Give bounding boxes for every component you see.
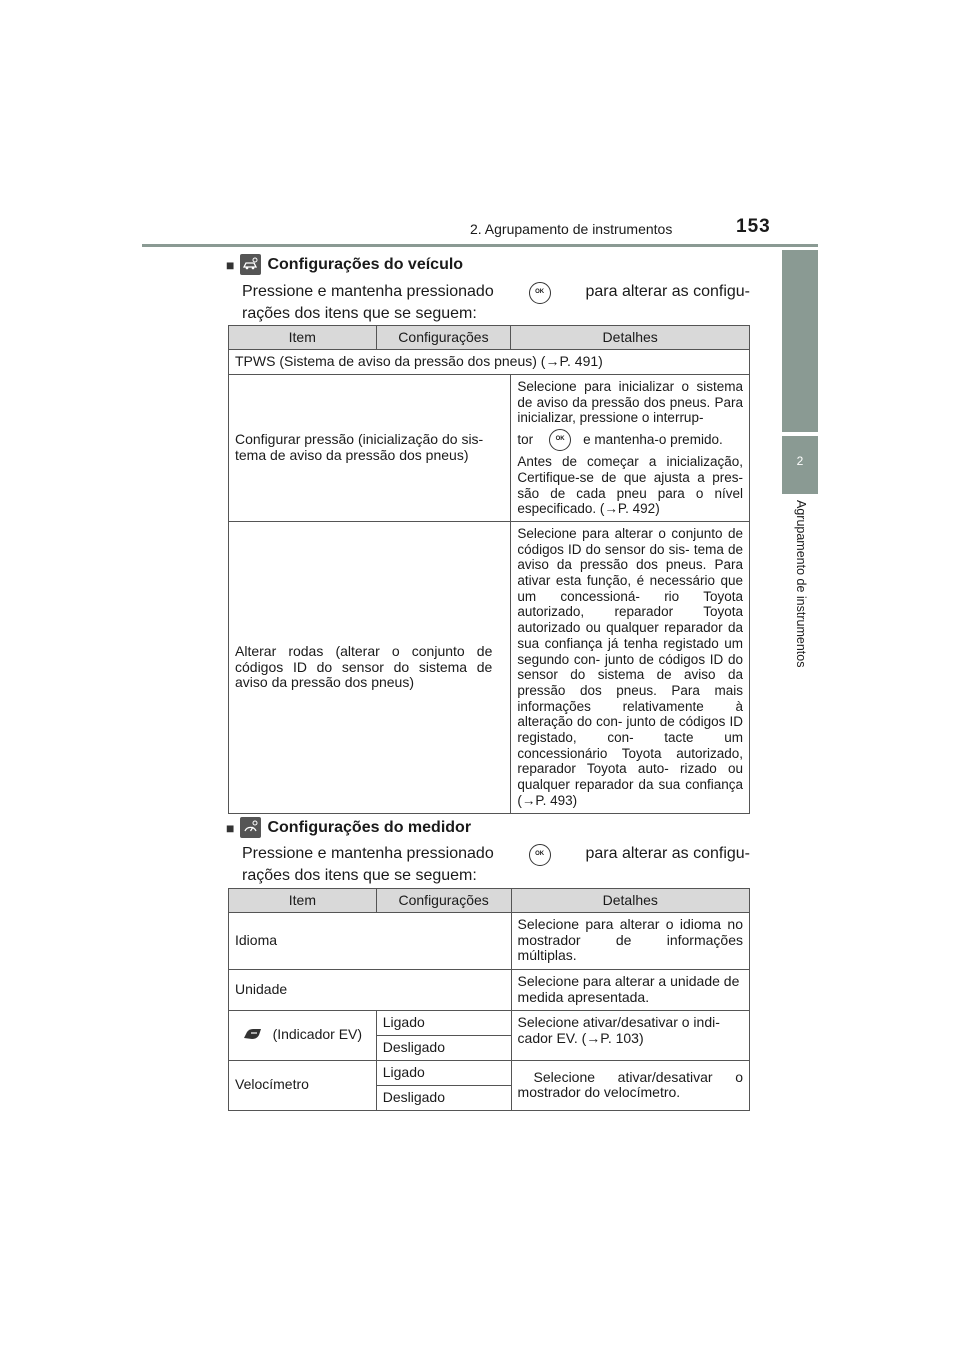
ev-indicator-label: (Indicador EV) (272, 1026, 363, 1043)
meter-instruction-part2: para alterar as configu- (585, 845, 750, 862)
header-item: Item (229, 326, 377, 350)
ok-button-icon: OK (529, 844, 551, 866)
item-cell: Alterar rodas (alterar o conjunto de códigos ID do sensor do sistema de aviso da pressão dos pneus) (229, 521, 511, 813)
setting-cell: Ligado (376, 1060, 511, 1085)
meter-settings-table (228, 888, 750, 1111)
vehicle-instruction-part2: para alterar as configu- (585, 283, 750, 300)
table-row (229, 1060, 750, 1085)
side-tab-label: Agrupamento de instrumentos (794, 500, 808, 668)
details-cell (511, 375, 750, 522)
setting-cell: Desligado (376, 1036, 511, 1061)
table-row (229, 521, 750, 813)
details-cell: Selecione para alterar o idioma no mostrador de informações múltiplas. (511, 913, 749, 970)
table-row (229, 1011, 750, 1036)
details-text-b2: e mantenha-o premido. (583, 432, 723, 448)
setting-cell: Ligado (376, 1011, 511, 1036)
header-settings: Configurações (376, 889, 511, 913)
header-details: Detalhes (511, 889, 749, 913)
meter-instruction-part1: Pressione e mantenha pressionado (242, 845, 494, 862)
vehicle-instruction-part1: Pressione e mantenha pressionado (242, 283, 494, 300)
vehicle-settings-table (228, 325, 750, 814)
page-number: 153 (736, 216, 771, 237)
details-cell: Selecione ativar/desativar o mostrador do velocímetro. (511, 1060, 749, 1110)
ev-indicator-icon (243, 1028, 263, 1044)
header-item: Item (229, 889, 377, 913)
details-text-a: Selecione para inicializar o sistema de aviso da pressão dos pneus. Para inicializar, pressione o interrup- (517, 379, 743, 426)
vehicle-settings-title: Configurações do veículo (267, 255, 464, 273)
header-details: Detalhes (511, 326, 750, 350)
tpws-group-cell: TPWS (Sistema de aviso da pressão dos pneus) (→P. 491) (229, 350, 750, 375)
details-cell: Selecione para alterar o conjunto de códigos ID do sensor do sis- tema de aviso da pressão dos pneus. Para ativar esta função, é necessário que um concessioná- rio Toyota autorizado, reparador Toyota autorizado ou qualquer reparador da sua confiança já tenha registado um segundo con- junto de códigos ID do sensor do sistema de aviso da pressão dos pneus. Para mais informações relativamente à alteração do con- junto de códigos ID registado, con- tacte um concessionário Toyota autorizado, reparador Toyota auto- rizado ou qualquer reparador da sua confiança (→P. 493) (511, 521, 750, 813)
meter-instruction (242, 844, 750, 886)
details-ok-line (517, 429, 743, 451)
header-settings: Configurações (376, 326, 511, 350)
side-tab-bar (782, 250, 818, 432)
meter-settings-title: Configurações do medidor (267, 818, 472, 836)
vehicle-settings-heading (226, 254, 463, 275)
details-cell: Selecione para alterar a unidade de medida apresentada. (511, 970, 749, 1011)
table-header-row (229, 889, 750, 913)
ok-button-icon: OK (529, 282, 551, 304)
side-tab-number: 2 (782, 436, 818, 494)
ok-button-icon: OK (549, 429, 571, 451)
chapter-title: 2. Agrupamento de instrumentos (470, 221, 673, 237)
vehicle-instruction-line2: rações dos itens que se seguem: (242, 305, 477, 322)
header-divider (142, 244, 818, 247)
bullet-square-icon: ■ (226, 819, 235, 836)
meter-instruction-line2: rações dos itens que se seguem: (242, 867, 477, 884)
meter-settings-heading (226, 817, 471, 838)
table-group-row (229, 350, 750, 375)
table-row (229, 375, 750, 522)
details-cell: Selecione ativar/desativar o indi- cador EV. (→P. 103) (511, 1011, 749, 1061)
meter-settings-icon (240, 817, 261, 838)
item-cell: Unidade (229, 970, 512, 1011)
bullet-square-icon: ■ (226, 256, 235, 273)
item-cell: Configurar pressão (inicialização do sis- tema de aviso da pressão dos pneus) (229, 375, 511, 522)
setting-cell: Desligado (376, 1085, 511, 1110)
item-cell (229, 1011, 377, 1061)
vehicle-instruction (242, 282, 750, 324)
details-text-c: Antes de começar a inicialização, Certifique-se de que ajusta a pres- são de cada pneu para o nível especificado. (→P. 492) (517, 454, 743, 517)
details-text-b1: tor (517, 432, 534, 448)
item-cell: Idioma (229, 913, 512, 970)
table-row (229, 970, 750, 1011)
vehicle-settings-icon (240, 254, 261, 275)
table-header-row (229, 326, 750, 350)
table-row (229, 913, 750, 970)
item-cell: Velocímetro (229, 1060, 377, 1110)
